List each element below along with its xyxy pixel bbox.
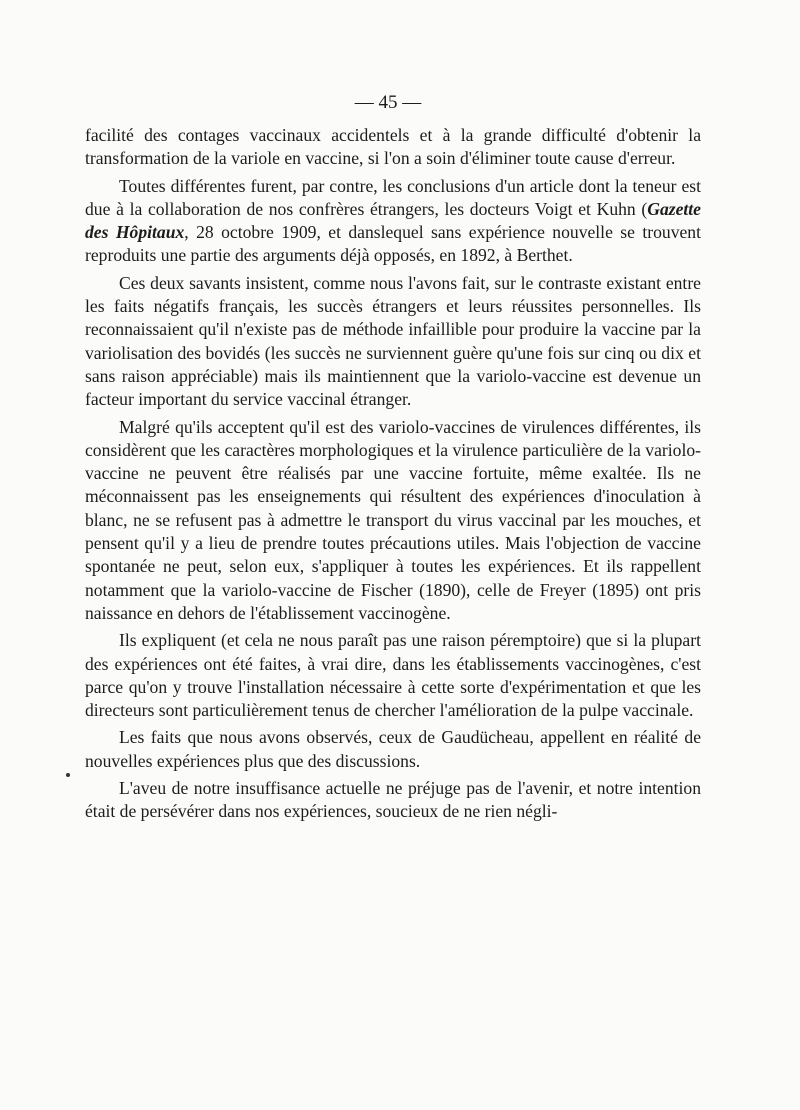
paragraph-6: Les faits que nous avons observés, ceux de Gaudücheau, appellent en réalité de nouvelles expériences plus que des discussions. <box>85 727 701 771</box>
paragraph-1: facilité des contages vaccinaux accidentels et à la grande difficulté d'obtenir la transformation de la variole en vaccine, si l'on a soin d'éliminer toute cause d'erreur. <box>85 125 701 169</box>
paragraph-2-before: Toutes différentes furent, par contre, les conclusions d'un article dont la teneur est due à la collaboration de nos confrères étrangers, les docteurs Voigt et Kuhn ( <box>85 175 701 219</box>
paragraph-2 <box>85 175 701 268</box>
paragraph-2-after: , 28 octobre 1909, et danslequel sans expérience nouvelle se trouvent reproduits une partie des arguments déjà opposés, en 1892, à Berthet. <box>85 222 701 266</box>
paragraph-4: Malgré qu'ils acceptent qu'il est des variolo-vaccines de virulences différentes, ils considèrent que les caractères morphologiques et la virulence particulière de la variolo-vaccine ne peuvent être réalisés par une vaccine fortuite, même exaltée. Ils ne méconnaissent pas les enseignements qui résultent des expériences d'inoculation à blanc, ne se refusent pas à admettre le transport du virus vaccinal par les mouches, et pensent qu'il y a lieu de prendre toutes précautions utiles. Mais l'objection de vaccine spontanée ne peut, selon eux, s'appliquer à toutes les expériences. Et ils rappellent notamment que la variolo-vaccine de Fischer (1890), celle de Freyer (1895) ont pris naissance en dehors de l'établissement vaccinogène. <box>85 416 701 623</box>
body-text <box>85 124 701 824</box>
publication-title: Gazette des Hôpitaux <box>85 198 701 243</box>
page-number: — 45 — <box>354 92 422 113</box>
paragraph-7: L'aveu de notre insuffisance actuelle ne préjuge pas de l'avenir, et notre intention était de persévérer dans nos expériences, soucieux de ne rien négli- <box>85 778 701 822</box>
paragraph-5: Ils expliquent (et cela ne nous paraît pas une raison péremptoire) que si la plupart des expériences ont été faites, à vrai dire, dans les établissements vaccinogènes, c'est parce qu'on y trouve l'installation nécessaire à cette sorte d'expérimentation et que les directeurs sont particulièrement tenus de chercher l'amélioration de la pulpe vaccinale. <box>85 630 701 721</box>
paragraph-3: Ces deux savants insistent, comme nous l'avons fait, sur le contraste existant entre les faits négatifs français, les succès étrangers et leurs réussites personnelles. Ils reconnaissaient qu'il n'existe pas de méthode infaillible pour produire la vaccine par la variolisation des bovidés (les succès ne surviennent guère qu'une fois sur cinq ou dix et sans raison appréciable) mais ils maintiennent que la variolo-vaccine est devenue un facteur important du service vaccinal étranger. <box>85 272 701 410</box>
margin-mark <box>66 773 70 777</box>
